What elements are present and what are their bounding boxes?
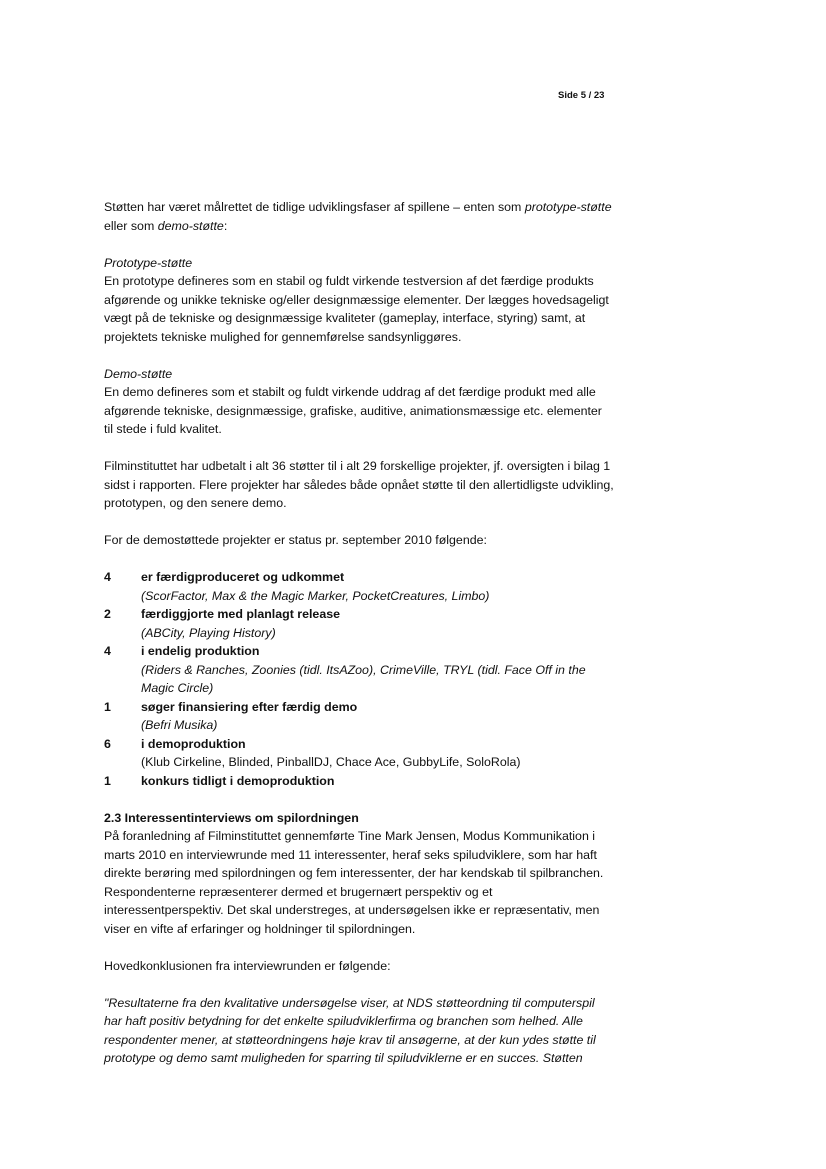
document-body [104, 198, 614, 1068]
list-item: 6 i demoproduktion (Klub Cirkeline, Blinded, PinballDJ, Chace Ace, GubbyLife, SoloRola) [104, 736, 521, 769]
list-item: 1 søger finansiering efter færdig demo (Befri Musika) [104, 699, 358, 732]
list-item: 4 i endelig produktion (Riders & Ranches, Zoonies (tidl. ItsAZoo), CrimeVille, TRYL (tidl. Face Off in the Magic Circle) [104, 644, 586, 695]
status-paragraph: For de demostøttede projekter er status pr. september 2010 følgende: [104, 533, 487, 547]
conclusion-intro: Hovedkonklusionen fra interviewrunden er følgende: [104, 958, 391, 973]
section-text: På foranledning af Filminstituttet gennemførte Tine Mark Jensen, Modus Kommunikation i marts 2010 en interviewrunde med 11 interessenter, heraf seks spiludviklere, som har haft direkte berøring med spilordningen og fem interessenter, der har kendskab til spilbranchen. Respondenterne repræsenterer dermed et brugernært perspektiv og et interessentperspektiv. Det skal understreges, at undersøgelsen ikke er repræsentativ, men viser en vifte af erfaringer og holdninger til spilordningen. [104, 829, 604, 936]
page-number: Side 5 / 23 [558, 90, 605, 101]
section-title: 2.3 Interessentinterviews om spilordningen [104, 810, 359, 825]
grants-paragraph: Filminstituttet har udbetalt i alt 36 støtter til i alt 29 forskellige projekter, jf. oversigten i bilag 1 sidst i rapporten. Flere projekter har således både opnået støtte til den allertidligste udvikling, prototypen, og den senere demo. [104, 459, 614, 510]
list-item: 1 konkurs tidligt i demoproduktion [104, 773, 335, 788]
prototype-text: En prototype defineres som en stabil og fuldt virkende testversion af det færdige produkts afgørende og unikke tekniske og/eller designmæssige elementer. Der lægges hovedsageligt vægt på de tekniske og designmæssige kvaliteter (gameplay, interface, styring) samt, at projektets tekniske mulighed for gennemførelse sandsynliggøres. [104, 274, 609, 344]
list-item: 2 færdiggjorte med planlagt release (ABCity, Playing History) [104, 607, 340, 640]
prototype-heading: Prototype-støtte [104, 255, 193, 270]
intro-paragraph: Støtten har været målrettet de tidlige udviklingsfaser af spillene – enten som prototype-støtte eller som demo-støtte: [104, 200, 612, 233]
demo-heading: Demo-støtte [104, 366, 173, 381]
demo-text: En demo defineres som et stabilt og fuldt virkende uddrag af det færdige produkt med alle afgørende tekniske, designmæssige, grafiske, auditive, animationsmæssige etc. elementer til stede i fuld kvalitet. [104, 385, 602, 436]
status-list [104, 568, 614, 790]
list-item: 4 er færdigproduceret og udkommet (ScorFactor, Max & the Magic Marker, PocketCreatures, Limbo) [104, 570, 490, 603]
quote-paragraph: "Resultaterne fra den kvalitative undersøgelse viser, at NDS støtteordning til computerspil har haft positiv betydning for det enkelte spiludviklerfirma og branchen som helhed. Alle respondenter mener, at støtteordningens høje krav til ansøgerne, at der kun ydes støtte til prototype og demo samt muligheden for sparring til spiludviklerne er en succes. Støtten [104, 995, 596, 1065]
